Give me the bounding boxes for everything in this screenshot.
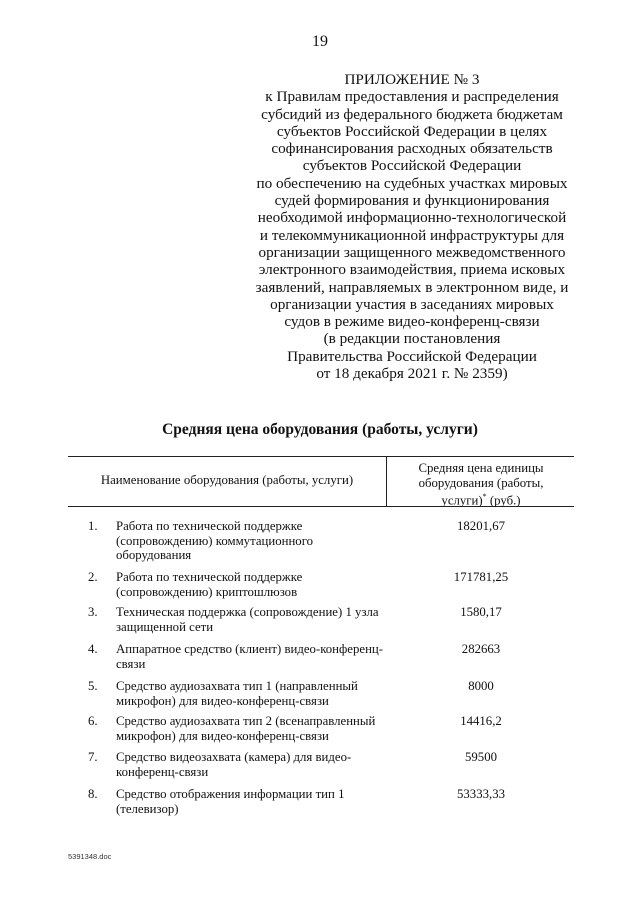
appendix-line: софинансирования расходных обязательств [271,140,553,158]
row-name-line: защищенной сети [116,619,214,634]
row-number: 1. [88,519,98,533]
row-name-line: Работа по технической поддержке [116,519,303,533]
appendix-header [232,71,592,382]
appendix-line: субъектов Российской Федерации [302,157,522,175]
row-name [116,679,386,708]
row-number: 8. [88,787,98,801]
row-name-line: микрофон) для видео-конференц-связи [116,728,329,743]
appendix-line: необходимой информационно-технологической [257,209,567,227]
row-name-line: (сопровождению) коммутационного [116,533,314,548]
row-number: 3. [88,605,98,619]
row-price: 171781,25 [453,570,509,584]
row-name-line: Средство аудиозахвата тип 1 (направленный [116,679,358,693]
table-top-rule [68,456,574,457]
column-header-price-unit: (руб.) [486,493,521,508]
column-header-price-line: Средняя цена единицы [418,461,544,475]
appendix-line: к Правилам предоставления и распределения [265,88,559,106]
row-price: 282663 [461,642,501,656]
appendix-line: от 18 декабря 2021 г. № 2359) [316,365,508,383]
appendix-line: субъектов Российской Федерации в целях [276,122,548,140]
appendix-line: и телекоммуникационной инфраструктуры для [259,226,565,244]
row-name [116,642,386,671]
row-name [116,750,386,779]
column-header-name: Наименование оборудования (работы, услуги) [100,473,354,487]
header-column-divider [386,456,387,506]
row-price: 8000 [468,679,494,693]
appendix-line: субсидий из федерального бюджета бюджетам [261,105,563,123]
appendix-line: ПРИЛОЖЕНИЕ № 3 [344,71,480,88]
row-name-line: Работа по технической поддержке [116,570,303,584]
appendix-line: по обеспечению на судебных участках мировых [256,174,568,192]
footer-doc-name: 5391348.doc [68,852,112,861]
appendix-line: электронного взаимодействия, приема исковых [258,261,566,279]
column-header-price-line-last [396,490,566,508]
row-number: 7. [88,750,98,764]
row-name-line: Аппаратное средство (клиент) видео-конференц- [116,642,384,656]
row-number: 6. [88,714,98,728]
row-name-line: Средство отображения информации тип 1 [116,787,345,801]
row-name-line: связи [116,656,146,671]
row-name [116,570,386,599]
appendix-line: организации защищенного межведомственного [258,243,566,261]
row-name [116,787,386,816]
row-price: 59500 [465,750,497,764]
appendix-line: Правительства Российской Федерации [287,347,537,365]
row-name-line: Средство видеозахвата (камера) для видео- [116,750,352,764]
row-name-line: микрофон) для видео-конференц-связи [116,693,329,708]
row-name-line: Средство аудиозахвата тип 2 (всенаправленный [116,714,376,728]
row-number: 5. [88,679,98,693]
row-price: 1580,17 [460,605,502,619]
footnote-mark: * [482,492,487,502]
row-price: 18201,67 [457,519,505,533]
row-number: 4. [88,642,98,656]
appendix-line: организации участия в заседаниях мировых [270,295,554,313]
appendix-line: (в редакции постановления [323,330,501,348]
row-price: 53333,33 [457,787,505,801]
page-number: 19 [312,33,328,50]
row-name-line: конференц-связи [116,764,209,779]
appendix-line: судей формирования и функционирования [274,192,550,210]
table-title: Средняя цена оборудования (работы, услуги) [162,421,478,438]
row-name-line: оборудования [116,548,192,563]
appendix-line: судов в режиме видео-конференц-связи [284,313,540,331]
row-number: 2. [88,570,98,584]
column-header-price [396,461,566,508]
row-name [116,519,386,563]
row-name [116,714,386,743]
column-header-price-line: оборудования (работы, [418,475,544,490]
row-name-line: (сопровождению) криптошлюзов [116,584,298,599]
column-header-price-text: услуги) [441,493,483,508]
appendix-line: заявлений, направляемых в электронном виде, и [255,278,569,296]
row-name-line: (телевизор) [116,801,179,816]
row-name [116,605,386,634]
row-price: 14416,2 [460,714,502,728]
row-name-line: Техническая поддержка (сопровождение) 1 узла [116,605,379,619]
